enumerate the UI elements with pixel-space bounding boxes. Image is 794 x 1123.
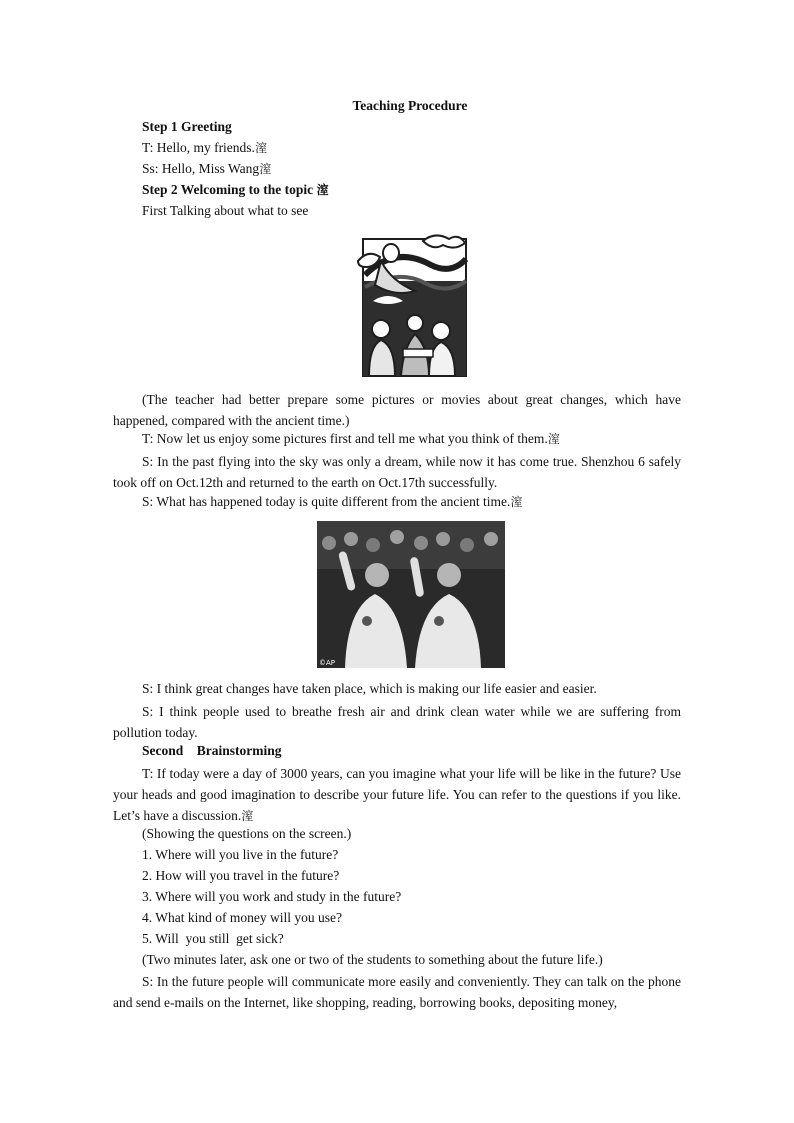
crowd-head <box>322 536 336 550</box>
glyph-mark: 潌 <box>316 183 329 197</box>
glyph-mark: 潌 <box>547 432 560 446</box>
glyph-mark: 潌 <box>259 162 272 176</box>
question-item: 3. Where will you work and study in the future? <box>142 889 402 904</box>
teacher-prepare-paragraph: (The teacher had better prepare some pictures or movies about great changes, which have happened, compared with the ancient time.) <box>113 392 681 428</box>
step2-heading-line <box>142 181 329 199</box>
traditional-family-illustration <box>353 231 468 378</box>
pollution-paragraph: S: I think people used to breathe fresh air and drink clean water while we are suffering from pollution today. <box>113 704 681 740</box>
question-item: 2. How will you travel in the future? <box>142 868 340 883</box>
students-greeting-line <box>142 160 271 178</box>
teacher-enjoy-text: T: Now let us enjoy some pictures first and tell me what you think of them. <box>142 431 548 446</box>
question-item: 5. Will you still get sick? <box>142 931 284 946</box>
crowd-head <box>390 530 404 544</box>
cloud-swirl-right <box>423 235 465 247</box>
photo-credit: ©AP <box>319 659 336 667</box>
teacher-greeting-text: T: Hello, my friends. <box>142 140 255 155</box>
crowd-head <box>460 538 474 552</box>
table-shape <box>403 349 433 357</box>
crowd-head <box>414 536 428 550</box>
glyph-mark: 潌 <box>241 809 254 823</box>
teacher-imagine-paragraph <box>113 763 681 827</box>
teacher-enjoy-line <box>142 430 560 448</box>
student-different-text: S: What has happened today is quite different from the ancient time. <box>142 494 511 509</box>
teacher-greeting-line <box>142 139 267 157</box>
second-heading: Second Brainstorming <box>142 743 282 758</box>
question-item: 4. What kind of money will you use? <box>142 910 342 925</box>
teacher-imagine-text: T: If today were a day of 3000 years, can you imagine what your life will be like in the future? Use your heads and good imagination to describe your future life. You can refer to the questions if you like. Let’s have a discussion. <box>113 766 681 823</box>
student-changes-line: S: I think great changes have taken place, which is making our life easier and easier. <box>142 681 597 696</box>
step2-heading: Step 2 Welcoming to the topic <box>142 182 314 197</box>
glyph-mark: 潌 <box>254 141 267 155</box>
astronauts-photo <box>317 521 505 668</box>
step1-heading: Step 1 Greeting <box>142 119 232 134</box>
crowd-head <box>344 532 358 546</box>
person-head-2 <box>407 315 423 331</box>
person-head-3 <box>432 322 450 340</box>
crowd-head <box>366 538 380 552</box>
crowd-head <box>484 532 498 546</box>
astronaut-right-head <box>437 563 461 587</box>
future-paragraph: S: In the future people will communicate more easily and conveniently. They can talk on the phone and send e-mails on the Internet, like shopping, reading, borrowing books, depositing money, <box>113 974 681 1010</box>
astronaut-left-head <box>365 563 389 587</box>
person-head-1 <box>372 320 390 338</box>
shenzhou-paragraph: S: In the past flying into the sky was only a dream, while now it has come true. Shenzhou 6 safely took off on Oct.12th and returned to the earth on Oct.17th successfully. <box>113 454 681 490</box>
student-different-line <box>142 493 522 511</box>
astronaut-left-badge <box>362 616 372 626</box>
students-greeting-text: Ss: Hello, Miss Wang <box>142 161 260 176</box>
first-talking-line: First Talking about what to see <box>142 203 309 218</box>
astronaut-right-badge <box>434 616 444 626</box>
showing-questions-line: (Showing the questions on the screen.) <box>142 826 352 841</box>
question-item: 1. Where will you live in the future? <box>142 847 339 862</box>
crowd-head <box>436 532 450 546</box>
page-title: Teaching Procedure <box>352 98 468 113</box>
fairy-face <box>383 244 399 262</box>
two-minutes-line: (Two minutes later, ask one or two of the students to something about the future life.) <box>142 952 603 967</box>
glyph-mark: 潌 <box>510 495 523 509</box>
